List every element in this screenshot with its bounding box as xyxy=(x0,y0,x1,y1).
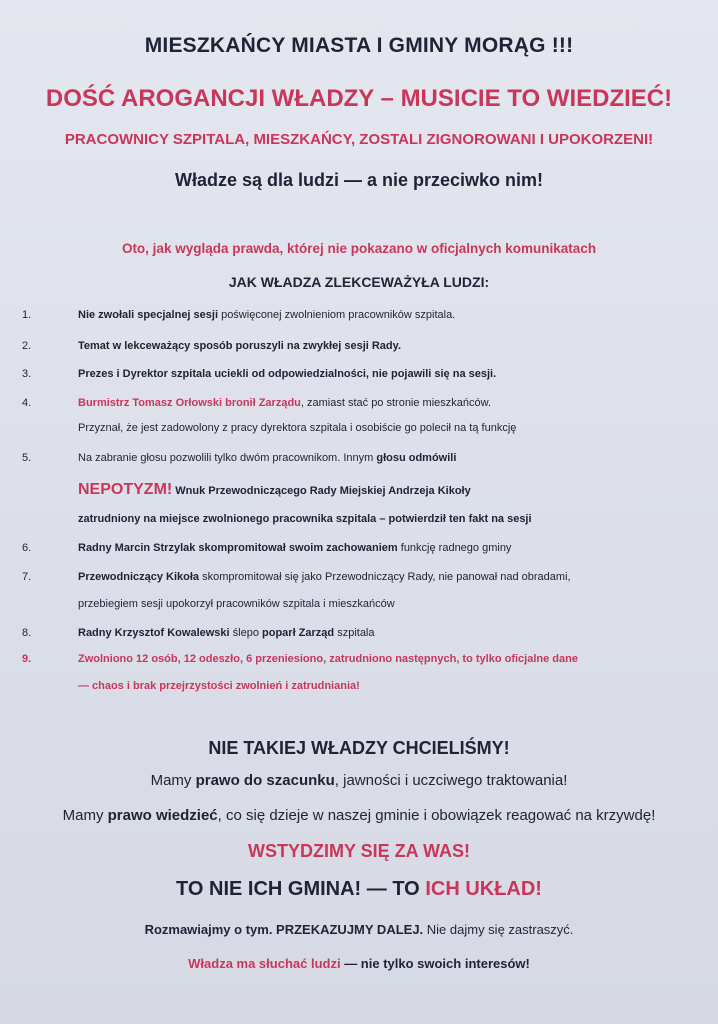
item-1-rest: poświęconej zwolnieniom pracowników szpitala. xyxy=(218,309,456,321)
footer-b2-pre: Mamy xyxy=(150,772,196,789)
headline-residents: MIESZKAŃCY MIASTA I GMINY MORĄG !!! xyxy=(144,34,574,57)
list-item-5 xyxy=(78,452,456,464)
footer-b5-pre: TO NIE ICH GMINA! — TO xyxy=(176,878,426,900)
item-3-bold: Prezes i Dyrektor szpitala uciekli od odpowiedzialności, nie pojawili się na sesji. xyxy=(78,368,497,380)
item-7-bold: Przewodniczący Kikoła xyxy=(78,571,200,583)
footer-right-to-know xyxy=(0,807,718,824)
list-item-1 xyxy=(78,309,455,321)
item-7-rest: skompromitował się jako Przewodniczący Rady, nie panował nad obradami, xyxy=(199,571,571,583)
item-number: 2. xyxy=(22,340,32,352)
footer-not-their-commune xyxy=(0,878,718,901)
list-item-6 xyxy=(78,542,511,554)
list-item-4-line2: Przyznał, że jest zadowolony z pracy dyrektora szpitala i osobiście go polecił na tą funkcję xyxy=(78,422,517,434)
item-8-rest: szpitala xyxy=(334,627,375,639)
nepotism-block xyxy=(78,481,471,499)
item-2-bold: Temat w lekceważący sposób poruszyli na zwykłej sesji Rady. xyxy=(78,340,402,352)
nepotism-line2 xyxy=(78,513,532,525)
footer-not-this-power: NIE TAKIEJ WŁADZY CHCIELIŚMY! xyxy=(208,738,510,758)
nepotism-line2-text: zatrudniony na miejsce zwolnionego pracownika szpitala – potwierdził ten fakt na sesji xyxy=(78,513,532,525)
item-number: 5. xyxy=(22,452,32,464)
list-item-9: Zwolniono 12 osób, 12 odeszło, 6 przeniesiono, zatrudniono następnych, to tylko oficjalne dane xyxy=(78,653,578,665)
list-item-2 xyxy=(78,340,401,352)
footer-shame: WSTYDZIMY SIĘ ZA WAS! xyxy=(247,841,470,861)
footer-b6-bold: Rozmawiajmy o tym. PRZEKAZUJMY DALEJ. xyxy=(144,922,424,937)
list-item-3 xyxy=(78,368,496,380)
footer-b3-bold: prawo wiedzieć xyxy=(107,807,218,824)
footer-talk-about-it xyxy=(0,922,718,937)
item-number: 3. xyxy=(22,368,32,380)
list-item-7-line2: przebiegiem sesji upokorzył pracowników szpitala i mieszkańców xyxy=(78,598,395,610)
list-item-4 xyxy=(78,397,491,409)
list-item-7 xyxy=(78,571,571,583)
footer-listen-to-people xyxy=(0,956,718,971)
nepotism-text: Wnuk Przewodniczącego Rady Miejskiej Andrzeja Kikoły xyxy=(172,485,471,497)
item-6-bold: Radny Marcin Strzylak skompromitował swoim zachowaniem xyxy=(78,542,398,554)
item-8-mid: ślepo xyxy=(229,627,263,639)
headline-workers-ignored: PRACOWNICY SZPITALA, MIESZKAŃCY, ZOSTALI ZIGNOROWANI I UPOKORZENI! xyxy=(64,131,654,148)
item-number: 8. xyxy=(22,627,32,639)
item-5-text: Na zabranie głosu pozwolili tylko dwóm pracownikom. Innym xyxy=(78,452,377,464)
item-number: 1. xyxy=(22,309,32,321)
footer-b5-red: ICH UKŁAD! xyxy=(425,878,542,900)
list-item-9-line2: — chaos i brak przejrzystości zwolnień i zatrudniania! xyxy=(78,680,360,692)
footer-b3-rest: , co się dzieje w naszej gminie i obowiązek reagować na krzywdę! xyxy=(217,807,656,824)
item-number: 7. xyxy=(22,571,32,583)
headline-arrogance: DOŚĆ AROGANCJI WŁADZY – MUSICIE TO WIEDZIEĆ! xyxy=(45,85,673,112)
footer-b2-bold: prawo do szacunku xyxy=(195,772,335,789)
item-number: 4. xyxy=(22,397,32,409)
nepotism-label: NEPOTYZM! xyxy=(78,481,173,498)
footer-right-to-respect xyxy=(0,772,718,789)
footer-b3-pre: Mamy xyxy=(62,807,108,824)
item-number: 6. xyxy=(22,542,32,554)
footer-b6-rest: Nie dajmy się zastraszyć. xyxy=(423,922,574,937)
footer-b7-red: Władza ma słuchać ludzi xyxy=(188,956,341,971)
item-4-red: Burmistrz Tomasz Orłowski bronił Zarządu xyxy=(78,397,301,409)
list-heading: JAK WŁADZA ZLEKCEWAŻYŁA LUDZI: xyxy=(228,274,490,290)
item-8-bold: Radny Krzysztof Kowalewski xyxy=(78,627,230,639)
item-1-bold: Nie zwołali specjalnej sesji xyxy=(78,309,219,321)
headline-authorities-for-people: Władze są dla ludzi — a nie przeciwko nim! xyxy=(174,170,544,190)
item-5-bold: głosu odmówili xyxy=(376,452,457,464)
list-item-8 xyxy=(78,627,375,639)
footer-b7-bold: — nie tylko swoich interesów! xyxy=(340,956,530,971)
item-6-rest: funkcję radnego gminy xyxy=(397,542,512,554)
item-4-rest: , zamiast stać po stronie mieszkańców. xyxy=(300,397,492,409)
item-number: 9. xyxy=(22,653,32,665)
footer-b2-rest: , jawności i uczciwego traktowania! xyxy=(334,772,568,789)
item-8-bold2: poparł Zarząd xyxy=(262,627,335,639)
intro-truth: Oto, jak wygląda prawda, której nie pokazano w oficjalnych komunikatach xyxy=(121,241,597,256)
